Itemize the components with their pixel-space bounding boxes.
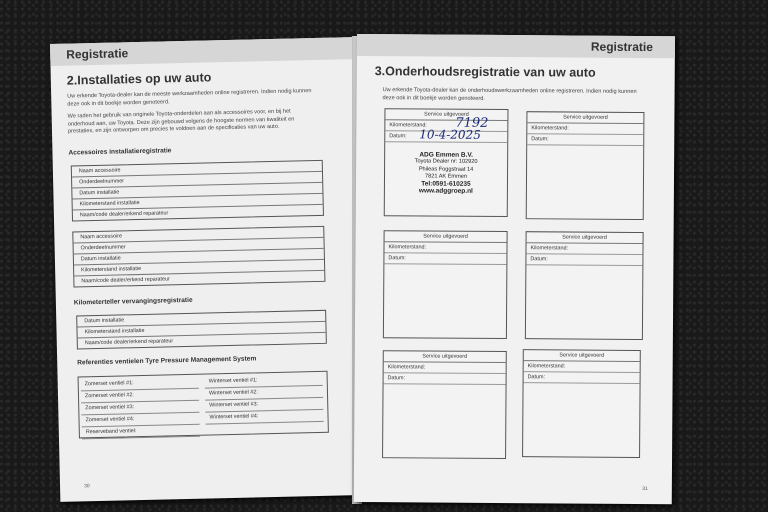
stamp-name: ADG Emmen B.V.: [419, 151, 473, 159]
left-page: [50, 37, 368, 502]
tpms-form: [78, 371, 329, 439]
form-row: Kilometerstand installatie: [74, 260, 324, 277]
km-row: [384, 242, 506, 254]
km-label: Kilometerstand:: [387, 364, 426, 371]
stamp-web: www.adggroep.nl: [418, 187, 473, 196]
handwritten-date: 10-4-2025: [419, 127, 481, 142]
form-row: Winterset ventiel #1:: [205, 374, 323, 389]
form-row: Naam accessoire: [73, 227, 323, 244]
form-row: Datum installatie: [74, 249, 324, 266]
service-box-header: Service uitgevoerd: [385, 231, 507, 243]
tpms-winter-column: [205, 374, 324, 425]
service-box-5: [382, 350, 507, 459]
form-row: Winterset ventiel #2:: [205, 386, 323, 401]
intro-paragraph-1: Uw erkende Toyota-dealer kan de meeste werkzaamheden online registreren. Indien nodig kunnen deze ook in dit boekje worden genoteerd.: [67, 88, 312, 108]
date-row: [526, 254, 642, 266]
form-row: Onderdeelnummer: [72, 172, 322, 189]
accessoire-form-2: [72, 226, 325, 288]
km-row: [384, 362, 506, 374]
onderhoud-intro: Uw erkende Toyota-dealer kan de onderhoudswerkzaamheden online registreren. Indien nodig kunnen deze ook in dit boekje worden genoteerd.: [382, 87, 637, 102]
left-page-number: 30: [83, 483, 90, 490]
form-row: Zomerset ventiel #3:: [81, 401, 199, 416]
stamp-street: Phileas Foggstraat 14: [418, 166, 474, 173]
form-row: Reserveband ventiel:: [82, 425, 200, 440]
accessoires-title: Accessoires installatieregistratie: [68, 147, 172, 157]
km-label: Kilometerstand:: [389, 122, 427, 129]
handwritten-km: 7192: [455, 115, 489, 131]
service-box-2: [526, 111, 645, 220]
km-row: [524, 361, 640, 373]
service-box-header: Service uitgevoerd: [524, 350, 640, 362]
installaties-title: 2.Installaties op uw auto: [66, 70, 212, 88]
form-row: Naam accessoire: [72, 161, 322, 178]
form-row: Zomerset ventiel #2:: [81, 389, 199, 404]
kilometer-form: [76, 310, 327, 350]
right-header-title: Registratie: [590, 39, 653, 55]
form-row: Winterset ventiel #4:: [205, 410, 323, 425]
km-label: Kilometerstand:: [531, 125, 569, 132]
km-label: Kilometerstand:: [530, 245, 568, 252]
form-row: Naam/code dealer/erkend reparateur: [81, 276, 170, 285]
tpms-title: Referenties ventielen Tyre Pressure Management System: [77, 355, 257, 367]
form-row: Onderdeelnummer: [74, 238, 324, 255]
form-row: Kilometerstand installatie: [73, 194, 323, 211]
tpms-summer-column: [81, 377, 200, 440]
km-label: Kilometerstand:: [527, 363, 566, 370]
service-box-header: Service uitgevoerd: [527, 232, 643, 244]
form-row: Zomerset ventiel #4:: [81, 413, 199, 428]
date-label: Datum:: [387, 375, 405, 382]
form-row: Naam/code dealer/erkend reparateur: [79, 210, 169, 219]
service-box-4: [525, 231, 644, 340]
kilometer-title: Kilometerteller vervangingsregistratie: [73, 296, 193, 307]
stamp-dealer: Toyota Dealer nr: 102920: [414, 158, 478, 166]
date-label: Datum:: [527, 374, 546, 381]
date-label: Datum:: [389, 133, 407, 140]
accessoire-form-1: [71, 160, 324, 222]
service-box-header: Service uitgevoerd: [385, 109, 507, 121]
date-row: [527, 134, 643, 146]
service-box-6: [522, 349, 641, 458]
onderhoud-title: 3.Onderhoudsregistratie van uw auto: [374, 64, 596, 80]
date-row: [384, 253, 506, 265]
form-row: Naam/code dealer/erkend reparateur: [84, 338, 174, 347]
km-label: Kilometerstand:: [388, 244, 426, 251]
service-box-1: [384, 108, 509, 217]
form-row: Zomerset ventiel #1:: [81, 377, 199, 392]
right-page: [354, 34, 675, 504]
left-header-title: Registratie: [66, 46, 129, 62]
date-label: Datum:: [530, 256, 548, 263]
intro-paragraph-2: We raden het gebruik van originele Toyota-onderdelen aan als accessoires voor, en bij het onderhoud aan, uw Toyota. Deze zijn gebouwd volgens de hoogste normen van kwaliteit en prestaties, en zijn ontworpen om precies te voldoen aan de specificaties van uw auto.: [67, 108, 295, 135]
km-row: [526, 243, 642, 255]
date-row: [384, 373, 506, 385]
service-box-3: [383, 230, 508, 339]
form-row: Winterset ventiel #3:: [205, 398, 323, 413]
service-box-header: Service uitgevoerd: [527, 112, 643, 124]
service-box-header: Service uitgevoerd: [384, 351, 506, 363]
form-row: Datum installatie: [77, 311, 325, 328]
dealer-stamp: [385, 151, 507, 196]
date-label: Datum:: [531, 136, 549, 143]
right-header-bar: [357, 34, 675, 58]
date-row: [524, 372, 640, 384]
km-row: [527, 123, 643, 135]
right-page-number: 31: [642, 486, 648, 493]
form-row: Kilometerstand installatie: [77, 322, 325, 339]
stamp-tel: Tel:0591-610235: [421, 180, 471, 188]
date-label: Datum:: [388, 255, 406, 262]
form-row: Datum installatie: [72, 183, 322, 200]
stamp-city: 7821 AK Emmen: [424, 173, 468, 180]
